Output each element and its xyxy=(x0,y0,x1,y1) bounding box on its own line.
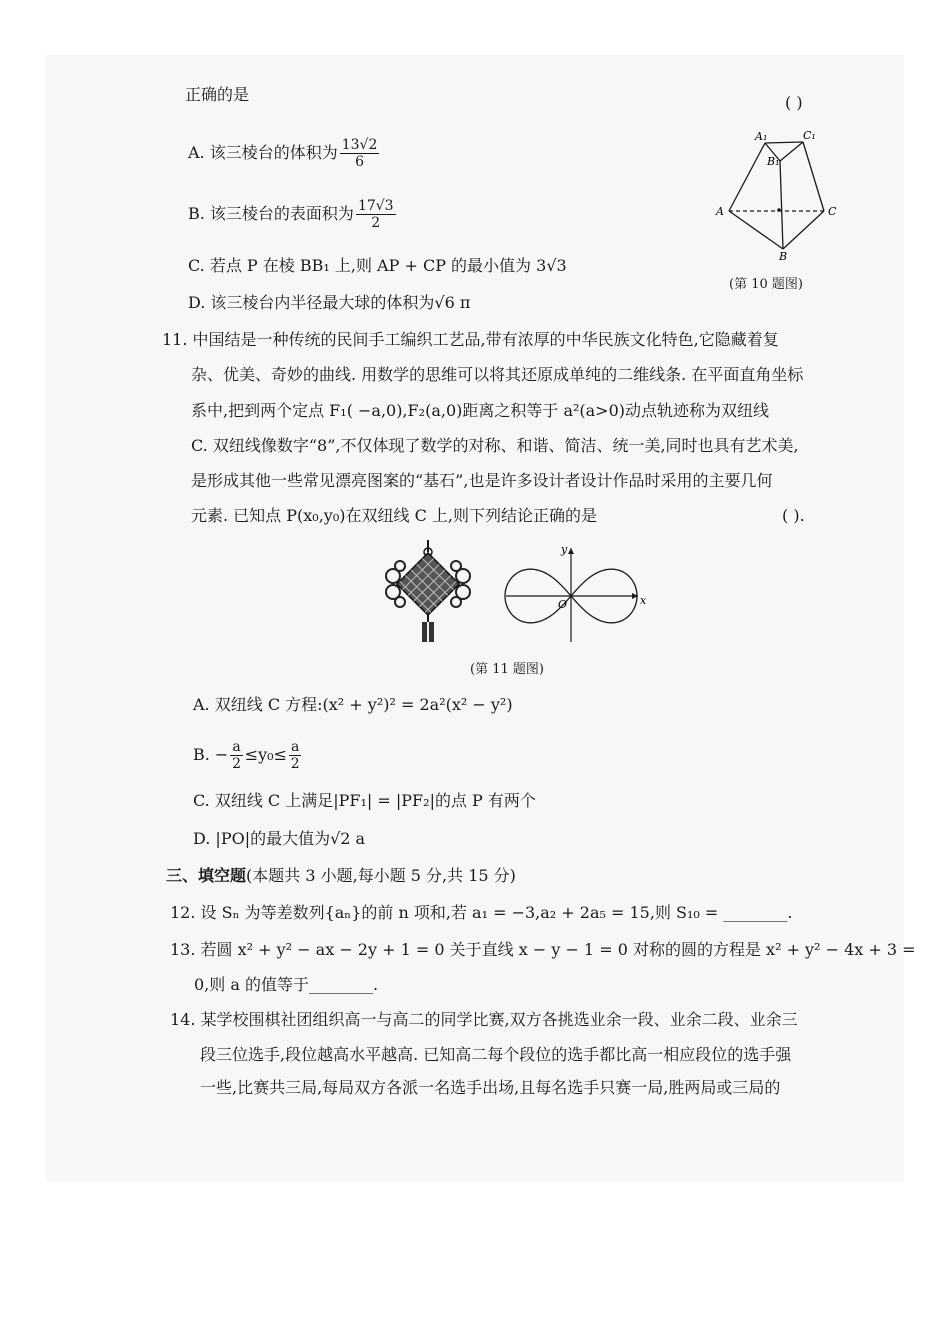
q11-option-a: A. 双纽线 C 方程:(x² + y²)² = 2a²(x² − y²) xyxy=(193,695,513,714)
edge-b-c xyxy=(783,211,824,249)
q11-option-b-middle: ≤y₀≤ xyxy=(244,745,287,764)
x-axis-label: x xyxy=(640,594,647,607)
q11-option-b-prefix: B. − xyxy=(193,745,229,764)
q11-answer-paren: ( ). xyxy=(782,506,805,525)
q10-figure-frustum xyxy=(705,125,855,300)
edge-b1-b xyxy=(780,161,783,249)
q14-line-1: 14. 某学校围棋社团组织高一与高二的同学比赛,双方各挑选业余一段、业余二段、业余三 xyxy=(170,1010,798,1029)
q14-line-3: 一些,比赛共三局,每局双方各派一名选手出场,且每名选手只赛一局,胜两局或三局的 xyxy=(200,1078,781,1097)
q10-option-a xyxy=(188,137,381,170)
q10-stem-tail: 正确的是 xyxy=(185,85,250,104)
fraction-denominator: 2 xyxy=(290,756,300,772)
q13-line-1: 13. 若圆 x² + y² − ax − 2y + 1 = 0 关于直线 x − y − 1 = 0 对称的圆的方程是 x² + y² − 4x + 3 = xyxy=(170,940,916,959)
fraction-denominator: 2 xyxy=(371,215,381,231)
edge-c1-c xyxy=(803,142,824,211)
q11-option-b xyxy=(193,739,303,772)
chinese-knot-image xyxy=(378,538,478,648)
q11-line-1: 11. 中国结是一种传统的民间手工编织工艺品,带有浓厚的中华民族文化特色,它隐藏着复 xyxy=(162,330,779,349)
origin-label: O xyxy=(558,598,568,611)
y-axis-label: y xyxy=(561,543,568,556)
q11-option-c: C. 双纽线 C 上满足|PF₁| = |PF₂|的点 P 有两个 xyxy=(193,791,536,810)
q11-line-3: 系中,把到两个定点 F₁( −a,0),F₂(a,0)距离之积等于 a²(a>0)动点轨迹称为双纽线 xyxy=(191,401,770,420)
q11-line-4: C. 双纽线像数字“8”,不仅体现了数学的对称、和谐、简洁、统一美,同时也具有艺术美, xyxy=(191,436,799,455)
fraction-numerator: 17√3 xyxy=(357,198,394,214)
q10-option-a-fraction xyxy=(340,137,380,170)
q11-option-d: D. |PO|的最大值为√2 a xyxy=(193,829,366,848)
edge-b1-c1 xyxy=(780,142,803,161)
label-c: C xyxy=(828,205,837,218)
q10-option-d: D. 该三棱台内半径最大球的体积为√6 π xyxy=(188,293,471,312)
q12-text: 12. 设 Sₙ 为等差数列{aₙ}的前 n 项和,若 a₁ = −3,a₂ + 2a₅ = 15,则 S₁₀ = ________. xyxy=(170,903,793,922)
section-3-note: (本题共 3 小题,每小题 5 分,共 15 分) xyxy=(246,866,516,885)
label-a1: A₁ xyxy=(755,130,768,143)
q11-line-2: 杂、优美、奇妙的曲线. 用数学的思维可以将其还原成单纯的二维线条. 在平面直角坐标 xyxy=(191,365,804,384)
q14-line-2: 段三位选手,段位越高水平越高. 已知高二每个段位的选手都比高一相应段位的选手强 xyxy=(200,1045,792,1064)
fraction-denominator: 6 xyxy=(355,154,365,170)
fraction-denominator: 2 xyxy=(232,756,241,772)
edge-a1-c1 xyxy=(765,142,803,143)
q11-line-5: 是形成其他一些常见漂亮图案的“基石”,也是许多设计者设计作品时采用的主要几何 xyxy=(191,471,773,490)
center-point xyxy=(777,208,781,212)
q10-figure-caption: (第 10 题图) xyxy=(729,277,803,292)
q13-line-2: 0,则 a 的值等于________. xyxy=(194,975,379,994)
q11-figure-caption: (第 11 题图) xyxy=(470,662,544,677)
label-b: B xyxy=(779,250,788,263)
q10-option-a-text: A. 该三棱台的体积为 xyxy=(188,143,338,162)
q11-figure-lemniscate xyxy=(500,538,660,648)
q10-option-b-text: B. 该三棱台的表面积为 xyxy=(188,204,354,223)
fraction-numerator: a xyxy=(232,739,241,755)
q10-option-b xyxy=(188,198,398,231)
q11-option-b-fraction-right xyxy=(289,739,301,772)
label-b1: B₁ xyxy=(767,155,780,168)
fraction-numerator: 13√2 xyxy=(341,137,378,153)
y-axis-arrow-icon xyxy=(568,548,574,554)
q10-option-b-fraction xyxy=(356,198,396,231)
edge-a-a1 xyxy=(729,143,765,211)
label-c1: C₁ xyxy=(803,129,816,142)
q10-answer-paren: ( ) xyxy=(785,93,803,112)
section-3-heading xyxy=(166,866,516,886)
fraction-numerator: a xyxy=(290,739,300,755)
section-3-title: 三、填空题 xyxy=(166,866,247,885)
q11-line-6: 元素. 已知点 P(x₀,y₀)在双纽线 C 上,则下列结论正确的是 xyxy=(191,506,597,525)
edge-a-b xyxy=(729,211,783,249)
q11-option-b-fraction-left xyxy=(230,739,242,772)
label-a: A xyxy=(716,205,724,218)
q10-option-c: C. 若点 P 在棱 BB₁ 上,则 AP + CP 的最小值为 3√3 xyxy=(188,256,567,275)
